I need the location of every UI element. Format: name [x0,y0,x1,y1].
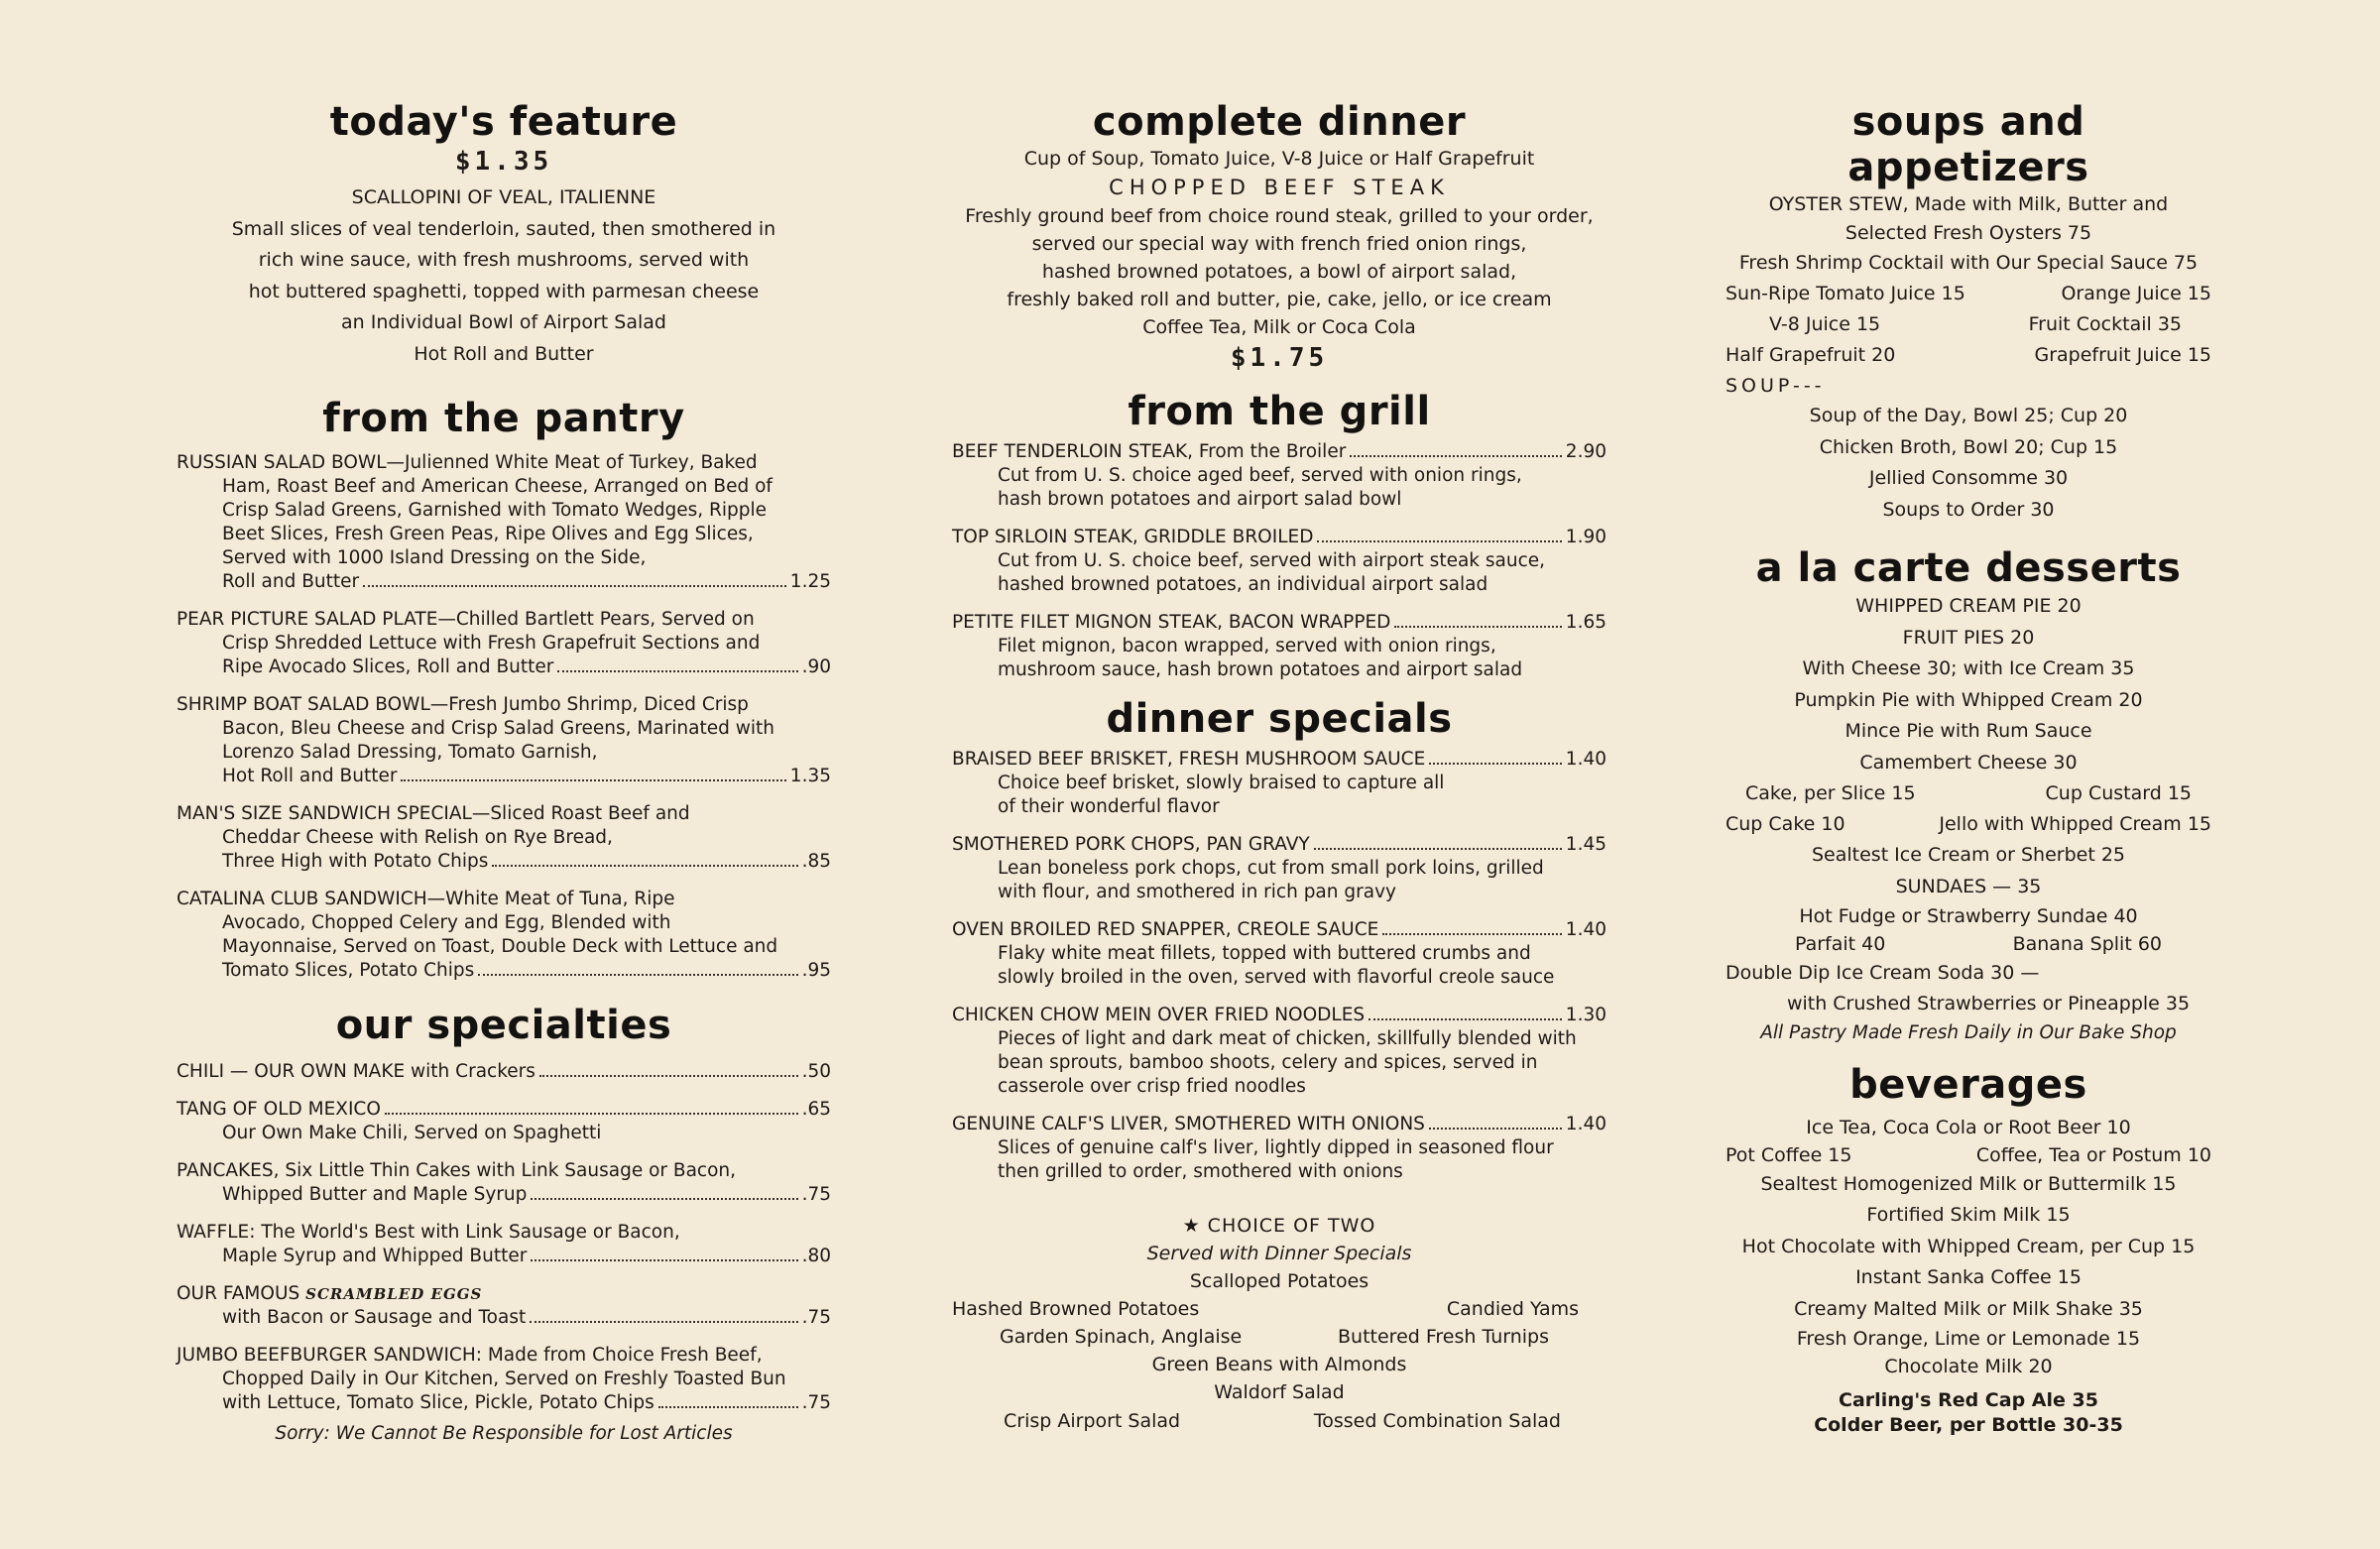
beverage-item: Sealtest Homogenized Milk or Buttermilk 15 [1760,1172,2177,1195]
dessert-item: Parfait 40 [1795,933,1886,955]
dinner-line: served our special way with french fried onion rings, [1031,233,1527,255]
dinner-line: Coffee Tea, Milk or Coca Cola [1142,316,1416,338]
feature-line: Hot Roll and Butter [414,342,594,365]
item-price: 1.30 [1565,1005,1606,1025]
choice-of-two-title: ★ CHOICE OF TWO [1182,1215,1376,1237]
item-price: .75 [801,1307,831,1328]
item-price: 1.35 [789,766,831,786]
lost-articles-note: Sorry: We Cannot Be Responsible for Lost Articles [275,1423,733,1444]
soup-label: SOUP--- [1726,375,1826,397]
pastry-note: All Pastry Made Fresh Daily in Our Bake Shop [1760,1021,2177,1043]
choice-option: Buttered Fresh Turnips [1338,1326,1549,1348]
todays-feature-heading: today's feature [329,99,678,145]
feature-line: rich wine sauce, with fresh mushrooms, served with [258,249,750,271]
right-column [1726,0,2211,1438]
dessert-item: Cup Custard 15 [2045,782,2192,804]
beverage-item: Fortified Skim Milk 15 [1866,1204,2071,1226]
grill-item: TOP SIRLOIN STEAK, GRIDDLE BROILED 1.90 Cut from U. S. choice beef, served with airport steak sauce, hashed browned potatoes, an individual airport salad [952,527,1606,595]
appetizer: Grapefruit Juice 15 [2034,344,2211,366]
special-item: CHICKEN CHOW MEIN OVER FRIED NOODLES 1.30 Pieces of light and dark meat of chicken, skillfully blended with bean sprouts, bamboo shoots, celery and spices, served in casserole over crisp fried noodles [952,1005,1606,1097]
dinner-intro: Cup of Soup, Tomato Juice, V-8 Juice or Half Grapefruit [1023,148,1535,170]
beverage-item: Instant Sanka Coffee 15 [1855,1266,2082,1288]
appetizer: Sun-Ripe Tomato Juice 15 [1726,283,1965,304]
item-price: .85 [801,851,831,872]
beverages-heading: beverages [1849,1061,2087,1108]
item-price: .95 [801,960,831,981]
beverage-item: Pot Coffee 15 [1726,1143,1852,1166]
pantry-item: CATALINA CLUB SANDWICH—White Meat of Tuna, Ripe Avocado, Chopped Celery and Egg, Blended with Mayonnaise, Served on Toast, Double Deck with Lettuce and Tomato Slices, Potato Chips .95 [177,889,831,981]
item-price: .90 [801,656,831,677]
dessert-item: Camembert Cheese 30 [1859,751,2078,774]
specialty-item: PANCAKES, Six Little Thin Cakes with Link Sausage or Bacon, Whipped Butter and Maple Syrup .75 [177,1160,831,1205]
dinner-price: $1.75 [1230,343,1329,373]
soup-item: Jellied Consomme 30 [1868,467,2069,489]
appetizer: Orange Juice 15 [2061,283,2211,304]
specialty-item: OUR FAMOUS SCRAMBLED EGGS with Bacon or Sausage and Toast .75 [177,1283,831,1328]
item-price: 1.65 [1565,612,1606,633]
dessert-item: Jello with Whipped Cream 15 [1939,813,2211,835]
item-price: .80 [801,1246,831,1266]
oyster-stew-price: Selected Fresh Oysters 75 [1844,222,2092,244]
item-price: 2.90 [1565,441,1606,462]
appetizer: V-8 Juice 15 [1769,313,1881,335]
dessert-item: Cup Cake 10 [1726,813,1845,835]
dessert-item: Pumpkin Pie with Whipped Cream 20 [1794,688,2143,711]
beverage-item: Creamy Malted Milk or Milk Shake 35 [1794,1297,2143,1320]
feature-price: $1.35 [454,147,553,177]
item-price: 1.40 [1565,749,1606,770]
desserts-heading: a la carte desserts [1755,545,2182,591]
pantry-item: SHRIMP BOAT SALAD BOWL—Fresh Jumbo Shrimp, Diced Crisp Bacon, Bleu Cheese and Crisp Salad Greens, Marinated with Lorenzo Salad Dressing, Tomato Garnish, Hot Roll and Butter 1.35 [177,694,831,786]
item-price: 1.40 [1565,1114,1606,1134]
specialties-heading: our specialties [335,1003,672,1048]
dinner-line: Freshly ground beef from choice round steak, grilled to your order, [965,205,1594,227]
beverage-item: Hot Chocolate with Whipped Cream, per Cup 15 [1741,1235,2196,1257]
dessert-item: With Cheese 30; with Ice Cream 35 [1802,657,2135,679]
specialty-item: CHILI — OUR OWN MAKE with Crackers .50 [177,1061,831,1082]
pantry-heading: from the pantry [322,396,685,441]
grill-heading: from the grill [1128,389,1431,434]
item-price: 1.45 [1565,834,1606,855]
beverage-item: Ice Tea, Coca Cola or Root Beer 10 [1806,1116,2131,1138]
specialty-item: WAFFLE: The World's Best with Link Sausage or Bacon, Maple Syrup and Whipped Butter .80 [177,1222,831,1266]
soups-heading: soups and appetizers [1847,99,2089,190]
feature-line: an Individual Bowl of Airport Salad [341,311,666,333]
beverage-item: Carling's Red Cap Ale 35 [1839,1389,2098,1411]
choice-subtitle: Served with Dinner Specials [1146,1243,1412,1264]
oyster-stew: OYSTER STEW, Made with Milk, Butter and [1768,193,2169,215]
sundaes-label: SUNDAES — 35 [1895,875,2042,897]
item-price: .75 [801,1392,831,1413]
grill-item: BEEF TENDERLOIN STEAK, From the Broiler 2.90 Cut from U. S. choice aged beef, served with onion rings, hash brown potatoes and airport salad bowl [952,441,1606,510]
dessert-item: Banana Split 60 [2012,933,2162,955]
soup-item: Soup of the Day, Bowl 25; Cup 20 [1809,405,2128,426]
shrimp-cocktail: Fresh Shrimp Cocktail with Our Special Sauce 75 [1738,252,2199,274]
grill-item: PETITE FILET MIGNON STEAK, BACON WRAPPED 1.65 Filet mignon, bacon wrapped, served with onion rings, mushroom sauce, hash brown potatoes and airport salad [952,612,1606,680]
dinner-name: CHOPPED BEEF STEAK [1109,176,1450,199]
choice-option: Scalloped Potatoes [1189,1270,1369,1292]
beverage-item: Colder Beer, per Bottle 30-35 [1814,1414,2123,1436]
item-price: 1.40 [1565,919,1606,940]
choice-option: Crisp Airport Salad [1004,1410,1181,1432]
pantry-item: PEAR PICTURE SALAD PLATE—Chilled Bartlett Pears, Served on Crisp Shredded Lettuce with Fresh Grapefruit Sections and Ripe Avocado Slices, Roll and Butter .90 [177,609,831,677]
item-price: .50 [801,1061,831,1082]
complete-dinner-heading: complete dinner [1092,99,1467,145]
pantry-item: MAN'S SIZE SANDWICH SPECIAL—Sliced Roast Beef and Cheddar Cheese with Relish on Rye Bread, Three High with Potato Chips .85 [177,803,831,872]
choice-option: Hashed Browned Potatoes [952,1298,1200,1320]
middle-column [952,0,1606,1436]
dessert-item: Mince Pie with Rum Sauce [1844,720,2092,742]
appetizer: Fruit Cocktail 35 [2028,313,2182,335]
dessert-item: WHIPPED CREAM PIE 20 [1855,595,2082,617]
dessert-item: Hot Fudge or Strawberry Sundae 40 [1799,905,2138,927]
choice-option: Garden Spinach, Anglaise [1000,1326,1243,1348]
item-price: .75 [801,1184,831,1205]
soup-item: Chicken Broth, Bowl 20; Cup 15 [1819,435,2118,458]
choice-option: Tossed Combination Salad [1313,1410,1561,1432]
dinner-line: freshly baked roll and butter, pie, cake, jello, or ice cream [1007,289,1552,310]
special-item: BRAISED BEEF BRISKET, FRESH MUSHROOM SAUCE 1.40 Choice beef brisket, slowly braised to capture all of their wonderful flavor [952,749,1606,817]
dessert-item: Sealtest Ice Cream or Sherbet 25 [1811,844,2125,866]
choice-option: Green Beans with Almonds [1151,1354,1407,1375]
choice-option: Candied Yams [1446,1298,1579,1320]
item-price: 1.25 [789,571,831,592]
specialty-item: JUMBO BEEFBURGER SANDWICH: Made from Choice Fresh Beef, Chopped Daily in Our Kitchen, Served on Freshly Toasted Bun with Lettuce, Tomato Slice, Pickle, Potato Chips .75 [177,1345,831,1413]
specialty-item: TANG OF OLD MEXICO .65 Our Own Make Chili, Served on Spaghetti [177,1099,831,1143]
dinner-line: hashed browned potatoes, a bowl of airport salad, [1041,261,1517,283]
dessert-item: with Crushed Strawberries or Pineapple 35 [1786,993,2191,1014]
dessert-item: FRUIT PIES 20 [1902,626,2035,649]
dessert-item: Double Dip Ice Cream Soda 30 — [1726,962,2040,984]
feature-line: Small slices of veal tenderloin, sauted, then smothered in [231,217,776,240]
dessert-item: Cake, per Slice 15 [1745,782,1916,804]
pantry-item: RUSSIAN SALAD BOWL—Julienned White Meat of Turkey, Baked Ham, Roast Beef and American Cheese, Arranged on Bed of Crisp Salad Greens, Garnished with Tomato Wedges, Ripple Beet Slices, Fresh Green Peas, Ripe Olives and Egg Slices, Served with 1000 Island Dressing on the Side, Roll and Butter 1.25 [177,452,831,592]
beverage-item: Fresh Orange, Lime or Lemonade 15 [1796,1328,2141,1350]
dinner-specials-heading: dinner specials [1106,696,1453,742]
feature-line: hot buttered spaghetti, topped with parmesan cheese [248,280,760,302]
feature-name: SCALLOPINI OF VEAL, ITALIENNE [351,186,656,208]
item-price: .65 [801,1099,831,1120]
item-price: 1.90 [1565,527,1606,547]
beverage-item: Chocolate Milk 20 [1884,1356,2053,1377]
soup-item: Soups to Order 30 [1882,498,2055,521]
special-item: SMOTHERED PORK CHOPS, PAN GRAVY 1.45 Lean boneless pork chops, cut from small pork loins, grilled with flour, and smothered in rich pan gravy [952,834,1606,902]
left-column [177,0,831,1447]
choice-option: Waldorf Salad [1214,1381,1345,1403]
beverage-item: Coffee, Tea or Postum 10 [1975,1143,2211,1166]
special-item: GENUINE CALF'S LIVER, SMOTHERED WITH ONIONS 1.40 Slices of genuine calf's liver, lightly dipped in seasoned flour then grilled to order, smothered with onions [952,1114,1606,1182]
handwritten-note: SCRAMBLED EGGS [305,1285,483,1303]
appetizer: Half Grapefruit 20 [1726,344,1896,366]
special-item: OVEN BROILED RED SNAPPER, CREOLE SAUCE 1.40 Flaky white meat fillets, topped with buttered crumbs and slowly broiled in the oven, served with flavorful creole sauce [952,919,1606,988]
